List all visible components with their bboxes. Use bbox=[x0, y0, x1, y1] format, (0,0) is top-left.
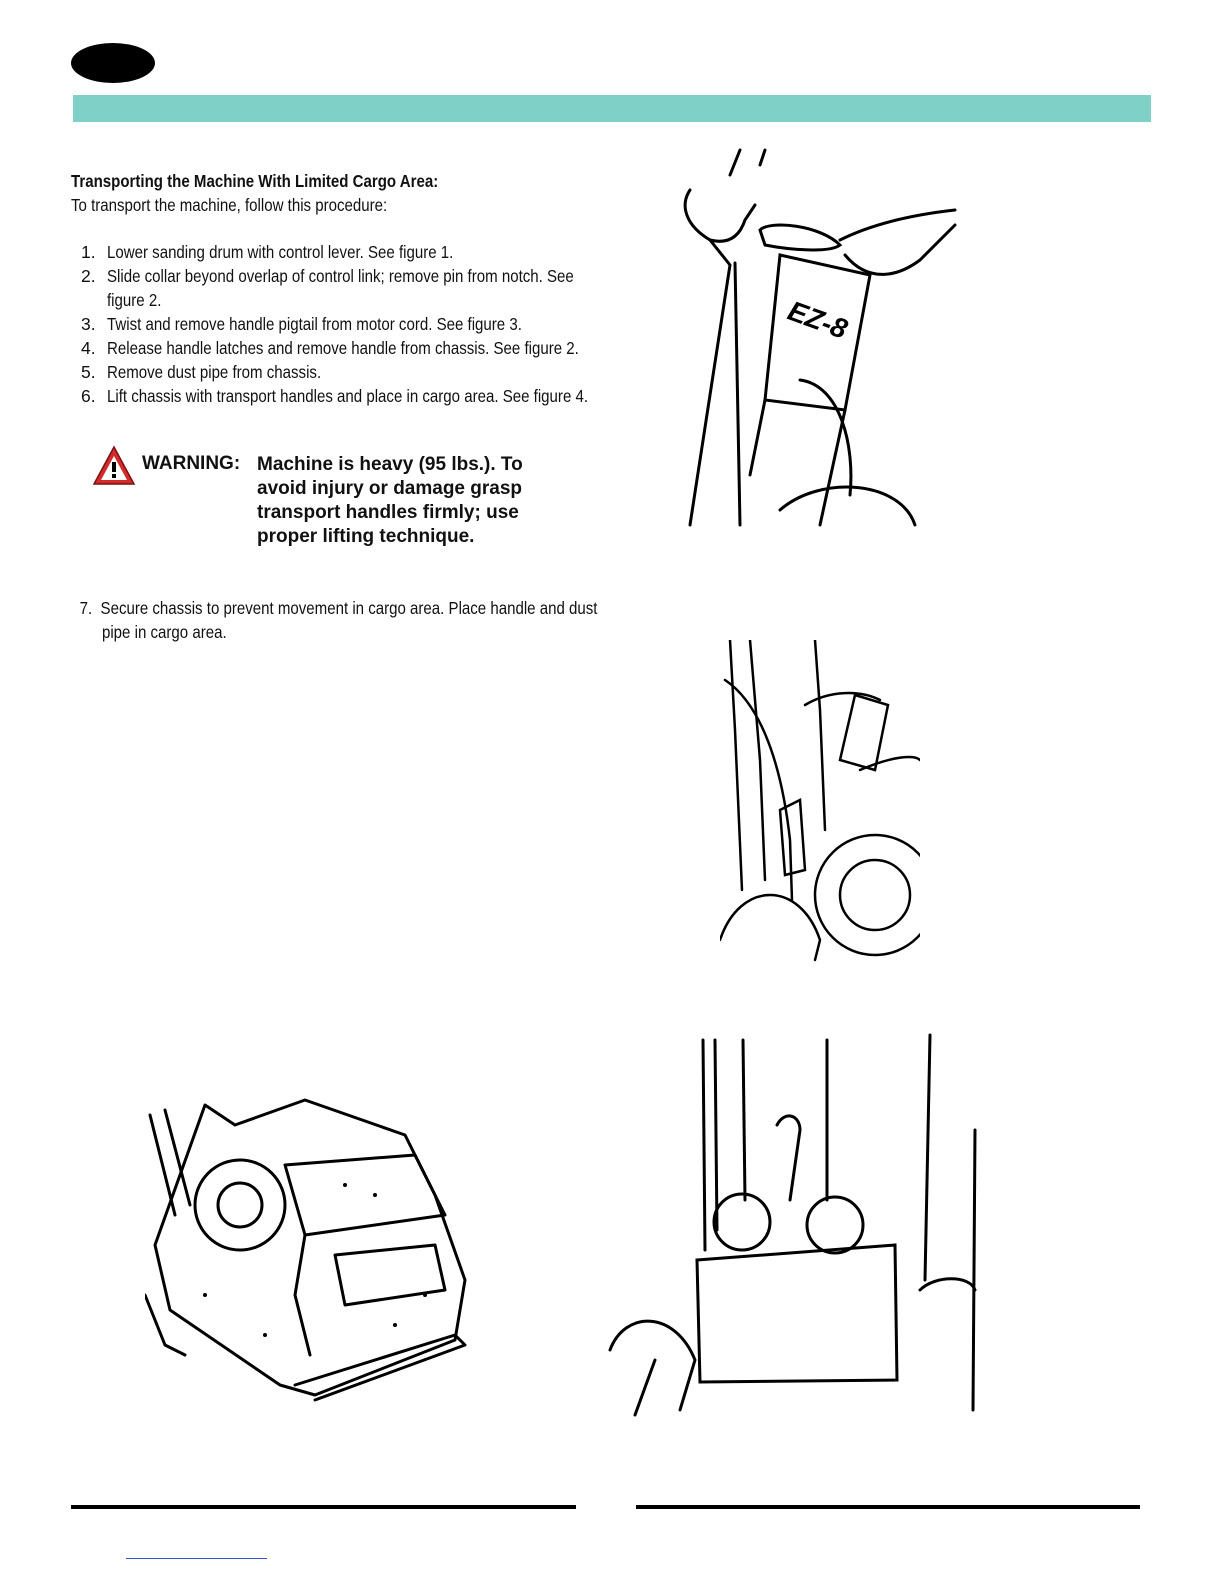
figure-1-handle-illustration bbox=[670, 145, 970, 530]
section-heading: Transporting the Machine With Limited Cargo Area: bbox=[71, 171, 439, 191]
figure-2-latch-illustration bbox=[720, 640, 920, 970]
step-text: Twist and remove handle pigtail from motor cord. See figure 3. bbox=[107, 314, 522, 334]
page-tab-marker bbox=[71, 43, 155, 83]
step-text: Remove dust pipe from chassis. bbox=[107, 362, 322, 382]
warning-triangle-icon bbox=[92, 445, 136, 487]
step-item bbox=[71, 240, 671, 264]
step-item bbox=[71, 384, 671, 408]
section-header-bar bbox=[73, 95, 1151, 122]
step-number: 6. bbox=[81, 386, 96, 406]
step-number: 2. bbox=[81, 266, 96, 286]
step-item bbox=[71, 596, 751, 644]
step-number: 3. bbox=[81, 314, 96, 334]
step-text: Slide collar beyond overlap of control link; remove pin from notch. See figure 2. bbox=[107, 266, 574, 310]
step-text-continued: pipe in cargo area. bbox=[101, 622, 227, 642]
figure-3-pigtail-illustration bbox=[605, 1030, 985, 1420]
step-item bbox=[71, 264, 671, 312]
section-intro: To transport the machine, follow this procedure: bbox=[71, 195, 388, 215]
step-item bbox=[71, 336, 671, 360]
warning-text: Machine is heavy (95 lbs.). To avoid injury or damage grasp transport handles firmly; use proper lifting technique. bbox=[257, 454, 523, 547]
footer-link-underline bbox=[126, 1558, 267, 1559]
figure-1-label: EZ-8 bbox=[783, 294, 852, 345]
instructions-column bbox=[71, 170, 671, 408]
warning-label: WARNING: bbox=[142, 453, 241, 474]
footer-rule-right bbox=[636, 1505, 1140, 1509]
step-number: 1. bbox=[81, 242, 96, 262]
step-item bbox=[71, 360, 671, 384]
step-text: Release handle latches and remove handle from chassis. See figure 2. bbox=[107, 338, 579, 358]
step-item bbox=[71, 312, 671, 336]
step-number: 7. bbox=[79, 598, 93, 618]
step-text: Lower sanding drum with control lever. See figure 1. bbox=[107, 242, 454, 262]
step-number: 5. bbox=[81, 362, 96, 382]
step-text: Lift chassis with transport handles and place in cargo area. See figure 4. bbox=[107, 386, 589, 406]
procedure-steps bbox=[71, 240, 671, 408]
footer-rule-left bbox=[71, 1505, 576, 1509]
step-number: 4. bbox=[81, 338, 96, 358]
step-text: Secure chassis to prevent movement in cargo area. Place handle and dust bbox=[100, 598, 598, 618]
figure-4-chassis-illustration bbox=[145, 1095, 485, 1405]
